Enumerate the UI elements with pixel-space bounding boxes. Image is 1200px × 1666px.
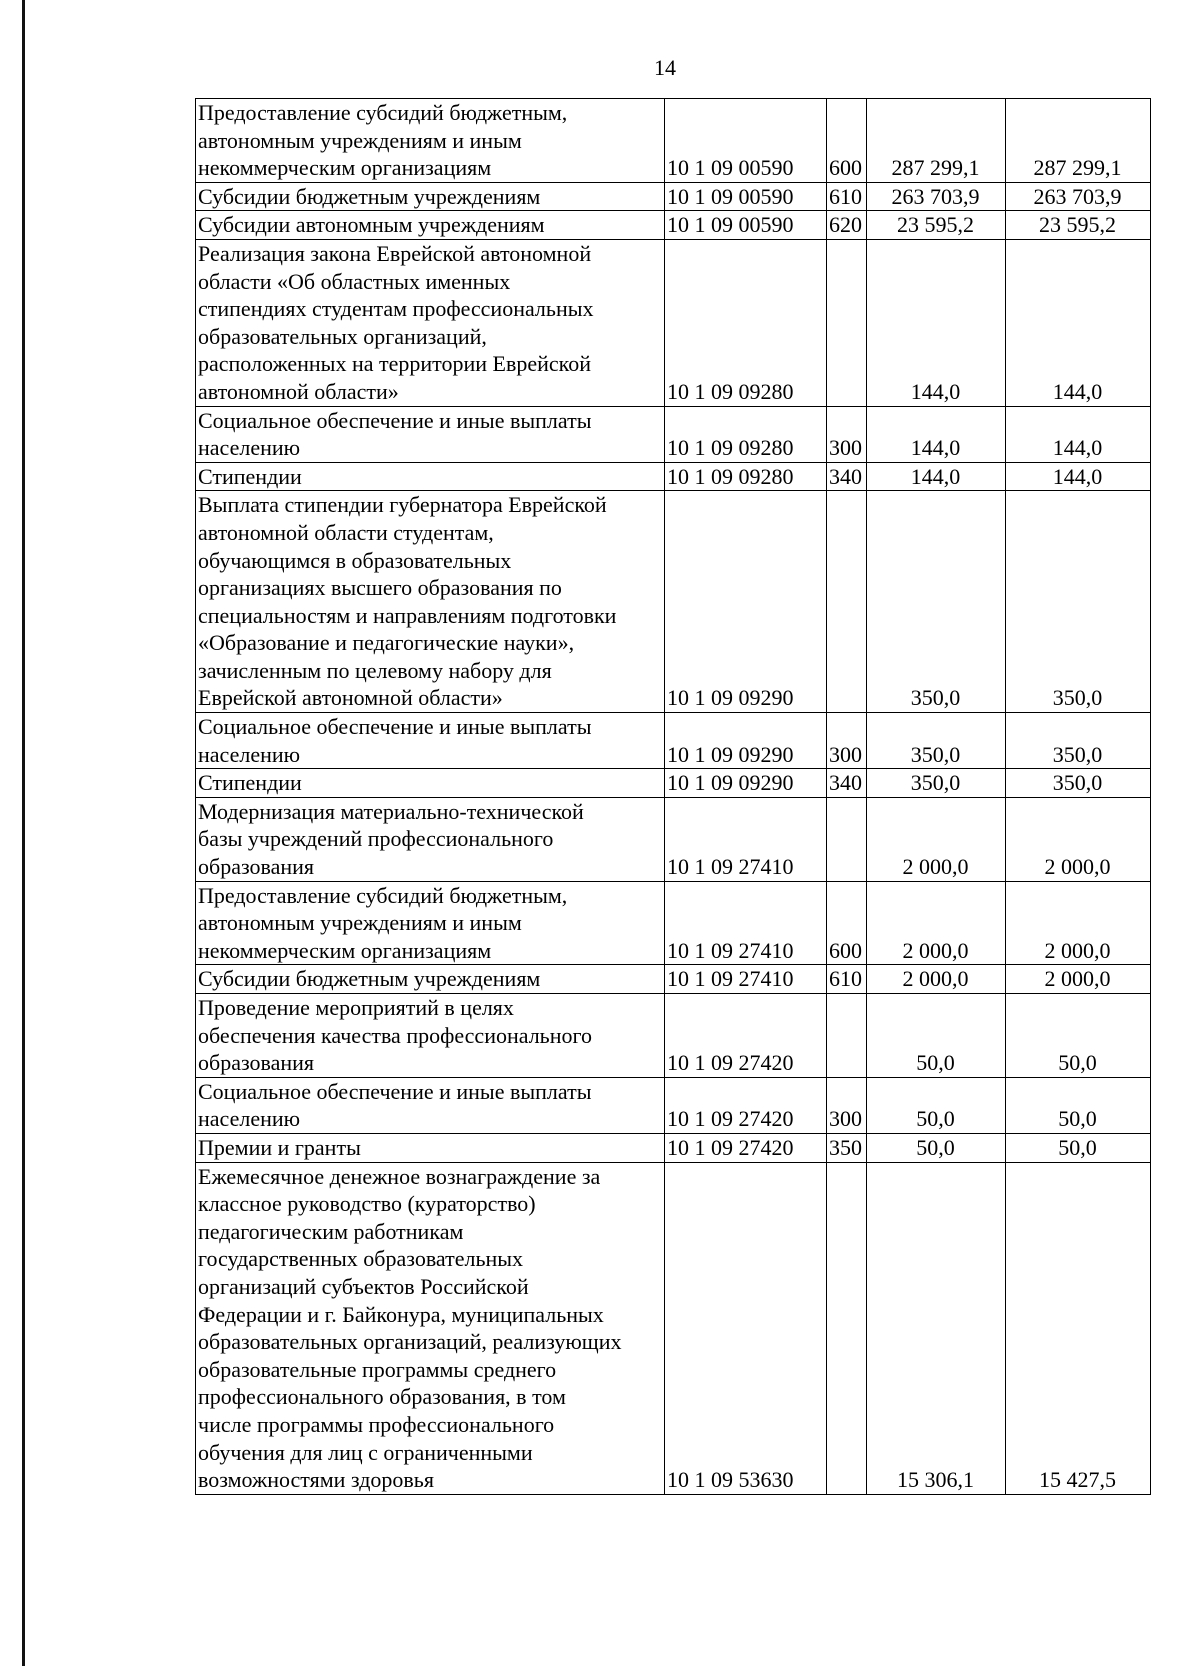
budget-table: [195, 98, 1151, 1495]
expense-name-line: числе программы профессионального: [198, 1411, 555, 1437]
expense-name-line: организаций субъектов Российской: [198, 1273, 529, 1299]
target-article-code-cell: 10 1 09 27420: [665, 1077, 827, 1133]
expense-type-cell: 600: [827, 99, 867, 183]
expense-name-line: населению: [198, 741, 301, 767]
expense-name-cell: [196, 1162, 665, 1494]
target-article-code-cell: 10 1 09 53630: [665, 1162, 827, 1494]
expense-name-line: образовательные программы среднего: [198, 1356, 557, 1382]
expense-type-cell: 620: [827, 211, 867, 240]
expense-type-cell: 300: [827, 713, 867, 769]
expense-type-cell: [827, 797, 867, 881]
target-article-code-cell: 10 1 09 27410: [665, 965, 827, 994]
expense-name-line: «Образование и педагогические науки»,: [198, 630, 575, 656]
table-row: [196, 182, 1151, 211]
amount-year-2-cell: 2 000,0: [1006, 965, 1151, 994]
amount-year-2-cell: 144,0: [1006, 462, 1151, 491]
expense-type-cell: [827, 491, 867, 713]
target-article-code-cell: 10 1 09 27410: [665, 881, 827, 965]
expense-name-line: Субсидии бюджетным учреждениям: [198, 183, 541, 209]
expense-name-line: Субсидии автономным учреждениям: [198, 212, 545, 238]
expense-type-cell: [827, 1162, 867, 1494]
expense-name-line: некоммерческим организациям: [198, 155, 492, 181]
expense-name-line: некоммерческим организациям: [198, 937, 492, 963]
expense-name-line: автономным учреждениям и иным: [198, 910, 522, 936]
table-row: [196, 491, 1151, 713]
target-article-code-cell: 10 1 09 09290: [665, 491, 827, 713]
expense-type-cell: 340: [827, 462, 867, 491]
table-row: [196, 239, 1151, 406]
amount-year-2-cell: 263 703,9: [1006, 182, 1151, 211]
expense-type-cell: [827, 239, 867, 406]
expense-name-cell: [196, 881, 665, 965]
expense-name-line: обеспечения качества профессионального: [198, 1022, 592, 1048]
amount-year-2-cell: 23 595,2: [1006, 211, 1151, 240]
table-row: [196, 994, 1151, 1078]
amount-year-2-cell: 2 000,0: [1006, 797, 1151, 881]
expense-name-line: населению: [198, 435, 301, 461]
amount-year-2-cell: 144,0: [1006, 239, 1151, 406]
expense-name-line: государственных образовательных: [198, 1246, 524, 1272]
amount-year-1-cell: 2 000,0: [867, 797, 1006, 881]
table-row: [196, 1133, 1151, 1162]
expense-name-line: Еврейской автономной области»: [198, 685, 503, 711]
expense-name-line: Социальное обеспечение и иные выплаты: [198, 407, 592, 433]
amount-year-1-cell: 350,0: [867, 713, 1006, 769]
amount-year-1-cell: 50,0: [867, 994, 1006, 1078]
expense-name-line: организациях высшего образования по: [198, 575, 562, 601]
amount-year-1-cell: 50,0: [867, 1133, 1006, 1162]
expense-name-cell: [196, 239, 665, 406]
table-row: [196, 1077, 1151, 1133]
expense-name-line: Модернизация материально-технической: [198, 798, 584, 824]
expense-name-line: Федерации и г. Байконура, муниципальных: [198, 1301, 604, 1327]
table-row: [196, 797, 1151, 881]
table-row: [196, 769, 1151, 798]
expense-name-line: Стипендии: [198, 770, 302, 796]
expense-name-line: населению: [198, 1106, 301, 1132]
expense-type-cell: 300: [827, 406, 867, 462]
expense-name-cell: [196, 211, 665, 240]
amount-year-1-cell: 287 299,1: [867, 99, 1006, 183]
target-article-code-cell: 10 1 09 09280: [665, 239, 827, 406]
table-row: [196, 406, 1151, 462]
expense-name-line: Социальное обеспечение и иные выплаты: [198, 714, 592, 740]
expense-name-cell: [196, 713, 665, 769]
expense-name-cell: [196, 769, 665, 798]
amount-year-1-cell: 144,0: [867, 462, 1006, 491]
expense-type-cell: 350: [827, 1133, 867, 1162]
expense-type-cell: 610: [827, 182, 867, 211]
expense-type-cell: 610: [827, 965, 867, 994]
amount-year-1-cell: 144,0: [867, 406, 1006, 462]
expense-name-cell: [196, 491, 665, 713]
expense-type-cell: [827, 994, 867, 1078]
expense-name-line: возможностями здоровья: [198, 1467, 434, 1493]
expense-name-line: Предоставление субсидий бюджетным,: [198, 882, 568, 908]
target-article-code-cell: 10 1 09 27420: [665, 1133, 827, 1162]
target-article-code-cell: 10 1 09 00590: [665, 99, 827, 183]
expense-name-line: автономным учреждениям и иным: [198, 127, 522, 153]
page-number: 14: [654, 55, 676, 80]
expense-name-line: специальностям и направлениям подготовки: [198, 602, 617, 628]
expense-name-line: Проведение мероприятий в целях: [198, 995, 514, 1020]
target-article-code-cell: 10 1 09 27410: [665, 797, 827, 881]
expense-name-line: стипендиях студентам профессиональных: [198, 296, 594, 322]
expense-name-line: образовательных организаций,: [198, 323, 487, 349]
expense-name-line: Ежемесячное денежное вознаграждение за: [198, 1163, 601, 1189]
expense-name-line: обучающимся в образовательных: [198, 547, 512, 573]
table-row: [196, 1162, 1151, 1494]
expense-name-line: автономной области»: [198, 378, 399, 404]
amount-year-2-cell: 144,0: [1006, 406, 1151, 462]
expense-name-cell: [196, 462, 665, 491]
table-row: [196, 462, 1151, 491]
amount-year-2-cell: 50,0: [1006, 1133, 1151, 1162]
target-article-code-cell: 10 1 09 00590: [665, 182, 827, 211]
expense-name-line: зачисленным по целевому набору для: [198, 657, 552, 683]
expense-name-cell: [196, 797, 665, 881]
expense-name-line: классное руководство (кураторство): [198, 1191, 536, 1217]
amount-year-1-cell: 350,0: [867, 769, 1006, 798]
amount-year-2-cell: 15 427,5: [1006, 1162, 1151, 1494]
target-article-code-cell: 10 1 09 00590: [665, 211, 827, 240]
target-article-code-cell: 10 1 09 09290: [665, 713, 827, 769]
amount-year-1-cell: 50,0: [867, 1077, 1006, 1133]
amount-year-1-cell: 263 703,9: [867, 182, 1006, 211]
amount-year-1-cell: 350,0: [867, 491, 1006, 713]
expense-name-cell: [196, 182, 665, 211]
expense-name-cell: [196, 994, 665, 1078]
amount-year-1-cell: 2 000,0: [867, 881, 1006, 965]
table-row: [196, 965, 1151, 994]
expense-name-line: педагогическим работникам: [198, 1218, 464, 1244]
expense-name-line: Субсидии бюджетным учреждениям: [198, 966, 541, 992]
expense-name-line: Премии и гранты: [198, 1134, 361, 1160]
expense-name-line: образования: [198, 1050, 315, 1076]
expense-name-line: Предоставление субсидий бюджетным,: [198, 100, 568, 125]
amount-year-2-cell: 350,0: [1006, 491, 1151, 713]
target-article-code-cell: 10 1 09 09280: [665, 462, 827, 491]
expense-name-cell: [196, 1077, 665, 1133]
expense-name-cell: [196, 406, 665, 462]
expense-name-line: базы учреждений профессионального: [198, 826, 554, 852]
budget-table-body: [196, 99, 1151, 1495]
amount-year-1-cell: 2 000,0: [867, 965, 1006, 994]
expense-name-line: образования: [198, 854, 315, 880]
scan-edge-line: [22, 0, 25, 1666]
table-row: [196, 99, 1151, 183]
expense-name-line: Социальное обеспечение и иные выплаты: [198, 1078, 592, 1104]
expense-name-line: профессионального образования, в том: [198, 1384, 566, 1410]
amount-year-2-cell: 50,0: [1006, 994, 1151, 1078]
expense-name-line: Стипендии: [198, 463, 302, 489]
expense-name-line: автономной области студентам,: [198, 519, 494, 545]
table-row: [196, 881, 1151, 965]
expense-name-line: образовательных организаций, реализующих: [198, 1329, 622, 1355]
expense-name-cell: [196, 99, 665, 183]
expense-type-cell: 340: [827, 769, 867, 798]
target-article-code-cell: 10 1 09 27420: [665, 994, 827, 1078]
expense-type-cell: 600: [827, 881, 867, 965]
amount-year-1-cell: 144,0: [867, 239, 1006, 406]
expense-name-cell: [196, 1133, 665, 1162]
amount-year-2-cell: 287 299,1: [1006, 99, 1151, 183]
target-article-code-cell: 10 1 09 09290: [665, 769, 827, 798]
amount-year-2-cell: 50,0: [1006, 1077, 1151, 1133]
amount-year-2-cell: 2 000,0: [1006, 881, 1151, 965]
amount-year-2-cell: 350,0: [1006, 713, 1151, 769]
expense-name-line: Реализация закона Еврейской автономной: [198, 240, 592, 266]
expense-name-line: расположенных на территории Еврейской: [198, 351, 591, 377]
amount-year-2-cell: 350,0: [1006, 769, 1151, 798]
target-article-code-cell: 10 1 09 09280: [665, 406, 827, 462]
expense-name-line: обучения для лиц с ограниченными: [198, 1439, 533, 1465]
expense-name-line: Выплата стипендии губернатора Еврейской: [198, 492, 607, 518]
expense-name-cell: [196, 965, 665, 994]
amount-year-1-cell: 23 595,2: [867, 211, 1006, 240]
table-row: [196, 211, 1151, 240]
expense-type-cell: 300: [827, 1077, 867, 1133]
expense-name-line: области «Об областных именных: [198, 268, 511, 294]
table-row: [196, 713, 1151, 769]
amount-year-1-cell: 15 306,1: [867, 1162, 1006, 1494]
